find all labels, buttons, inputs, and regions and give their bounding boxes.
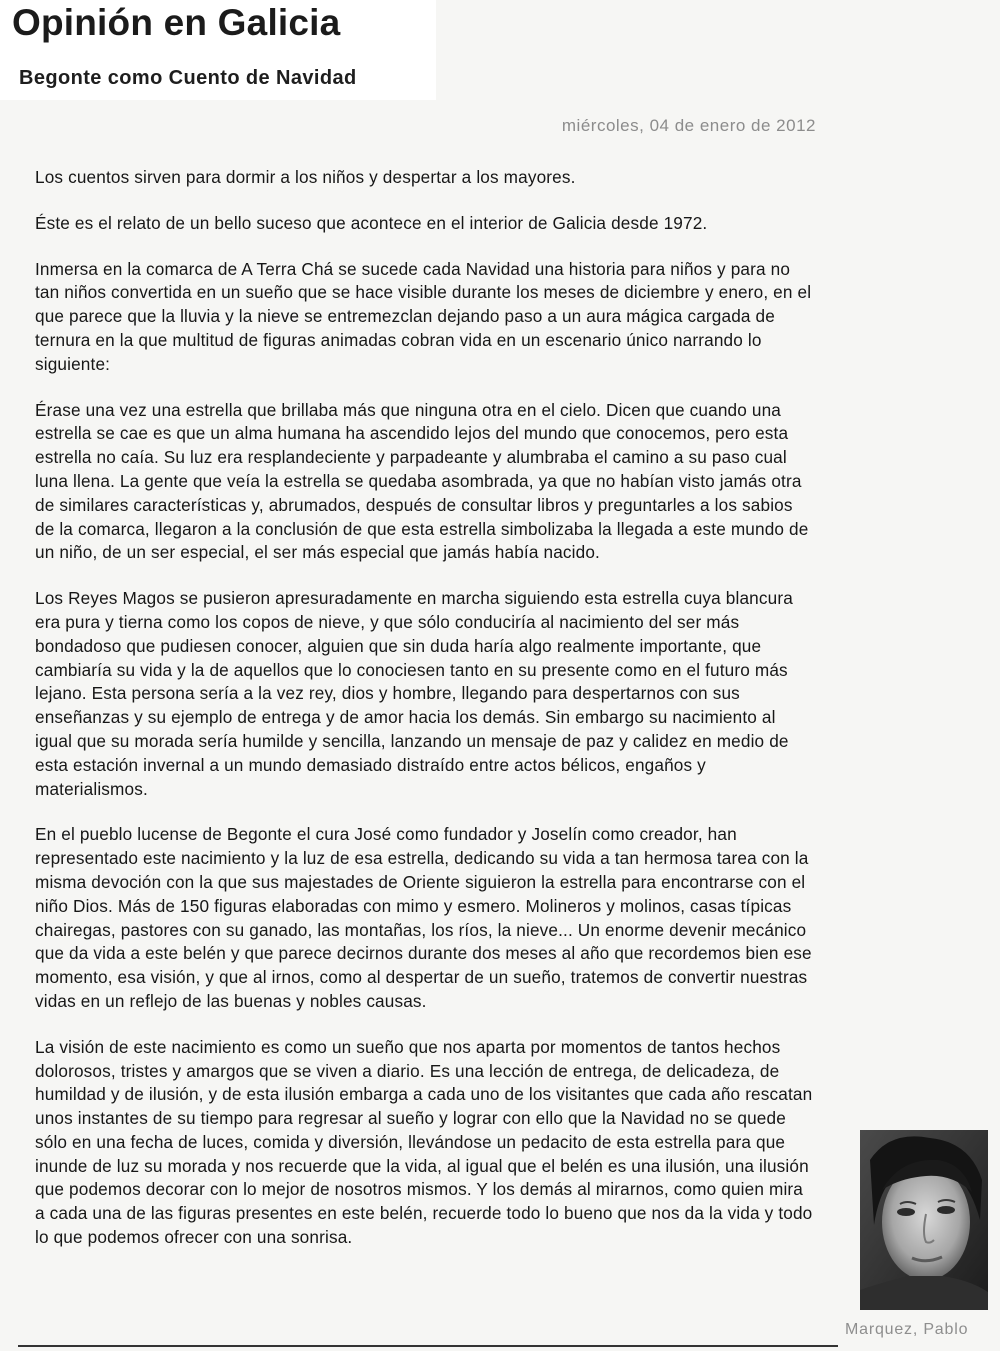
article-date: miércoles, 04 de enero de 2012 <box>561 116 816 135</box>
paragraph-3: Inmersa en la comarca de A Terra Chá se sucede cada Navidad una historia para niños y para no tan niños convertida en un sueño que se hace visible durante los meses de diciembre y enero, en el que parece que la lluvia y la nieve se entremezclan dejando paso a un aura mágica cargada de ternura en la que multitud de figuras animadas cobran vida en un escenario único narrando lo siguiente: <box>35 258 812 374</box>
paragraph-2: Éste es el relato de un bello suceso que acontece en el interior de Galicia desde 1972. <box>35 212 708 233</box>
article-title: Begonte como Cuento de Navidad <box>19 67 357 89</box>
article-body <box>35 166 815 1272</box>
paragraph-6: En el pueblo lucense de Begonte el cura José como fundador y Joselín como creador, han representado este nacimiento y la luz de esa estrella, dedicando su vida a tan hermosa tarea con la misma devoción con la que sus majestades de Oriente siguieron la estrella para encontrarse con el niño Dios. Más de 150 figuras elaboradas con mimo y esmero. Molineros y molinos, casas típicas chairegas, pastores con su ganado, las montañas, los ríos, la nieve... Un enorme devenir mecánico que da vida a este belén y que parece decirnos durante dos meses al año que recordemos bien ese momento, esa visión, y que al irnos, como al despertar de un sueño, tratemos de convertir nuestras vidas en un reflejo de las buenas y nobles causas. <box>35 824 812 1011</box>
paragraph-7: La visión de este nacimiento es como un sueño que nos aparta por momentos de tantos hechos dolorosos, tristes y amargos que se viven a diario. Es una lección de entrega, de delicadeza, de humildad y de ilusión, y de esta ilusión embarga a cada uno de los visitantes que cada año rescatan unos instantes de su tiempo para regresar al sueño y lograr con ello que la Navidad no se quede sólo en una fecha de luces, comida y diversión, llevándose un pedacito de esta estrella para que inunde de luz su morada y nos recuerde que la vida, al igual que el belén es una ilusión, una ilusión que podemos decorar con lo mejor de nosotros mismos. Y los demás al mirarnos, como quien mira a cada una de las figuras presentes en este belén, recuerde todo lo bueno que nos da la vida y todo lo que podemos ofrecer con una sonrisa. <box>35 1036 813 1248</box>
paragraph-4: Érase una vez una estrella que brillaba más que ninguna otra en el cielo. Dicen que cuando una estrella se cae es que un alma humana ha ascendido lejos del mundo que conocemos, pero esta estrella no caía. Su luz era resplandeciente y parpadeante y alumbraba el camino a su paso cual luna llena. La gente que veía la estrella se quedaba asombrada, ya que no habían visto jamás otra de similares características y, abrumados, después de consultar libros y preguntarles a los sabios de la comarca, llegaron a la conclusión de que esta estrella simbolizaba la llegada a este mundo de un niño, de un ser especial, el ser más especial que jamás había nacido. <box>35 399 809 563</box>
paragraph-1: Los cuentos sirven para dormir a los niños y despertar a los mayores. <box>35 167 576 187</box>
header <box>0 0 436 100</box>
author-photo <box>860 1130 988 1310</box>
author-name: Marquez, Pablo <box>845 1321 969 1338</box>
paragraph-5: Los Reyes Magos se pusieron apresuradamente en marcha siguiendo esta estrella cuya blancura era pura y tierna como los copos de nieve, y que sólo conduciría al nacimiento del ser más bondadoso que pudiesen conocer, alguien que sin duda haría algo realmente importante, que cambiaría su vida y la de aquellos que lo conociesen tanto en su presente como en el futuro más lejano. Esta persona sería a la vez rey, dios y hombre, llegando para despertarnos con sus enseñanzas y su ejemplo de entrega y de amor hacia los demás. Sin embargo su nacimiento al igual que su morada sería humilde y sencilla, lanzando un mensaje de paz y calidez en medio de esta estación invernal a un mundo demasiado distraído entre actos bélicos, engaños y materialismos. <box>35 588 793 799</box>
author-portrait-icon <box>860 1130 988 1310</box>
bottom-divider <box>18 1345 838 1347</box>
site-title: Opinión en Galicia <box>12 2 341 43</box>
